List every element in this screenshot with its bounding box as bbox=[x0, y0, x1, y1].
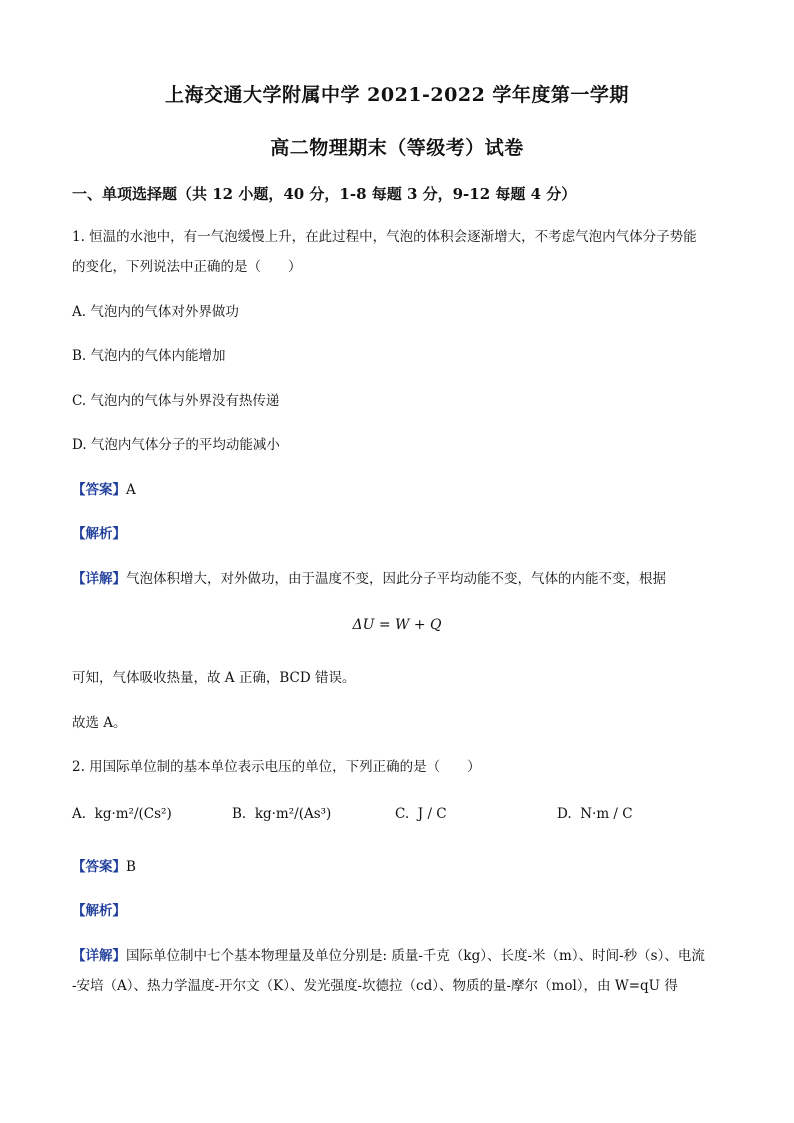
q1-stem-line2: 的变化，下列说法中正确的是（ ） bbox=[72, 259, 302, 275]
q2-option-b bbox=[232, 806, 331, 822]
q1-detail-text: 气泡体积增大，对外做功，由于温度不变，因此分子平均动能不变，气体的内能不变，根据 bbox=[126, 571, 666, 587]
q1-answer-row bbox=[72, 480, 136, 500]
q2-option-a-value: kg·m²/(Cs²) bbox=[94, 806, 172, 822]
q2-option-d-value: N·m / C bbox=[580, 806, 633, 822]
q2-detail-row bbox=[72, 946, 705, 966]
q2-option-a bbox=[72, 806, 172, 822]
q1-option-d: D. 气泡内气体分子的平均动能减小 bbox=[72, 437, 280, 453]
q2-analysis-tag: 【解析】 bbox=[72, 903, 126, 919]
q2-option-b-label: B. bbox=[232, 806, 247, 822]
q2-option-d-label: D. bbox=[557, 806, 572, 822]
q2-detail-line1: 国际单位制中七个基本物理量及单位分别是: 质量-千克（kg）、长度-米（m）、时间-秒（s）、电流 bbox=[126, 948, 705, 964]
q2-option-a-label: A. bbox=[72, 806, 87, 822]
exam-title-line1: 上海交通大学附属中学 2021-2022 学年度第一学期 bbox=[165, 84, 629, 106]
section-heading: 一、单项选择题（共 12 小题，40 分，1-8 每题 3 分，9-12 每题 4 分） bbox=[72, 185, 577, 203]
q2-detail-line2: -安培（A）、热力学温度-开尔文（K）、发光强度-坎德拉（cd）、物质的量-摩尔（mol），由 W=qU 得 bbox=[72, 978, 678, 994]
q1-analysis-row bbox=[72, 524, 126, 544]
q2-option-c-label: C. bbox=[395, 806, 410, 822]
q1-answer-tag: 【答案】 bbox=[72, 482, 126, 498]
q2-option-d bbox=[557, 806, 633, 822]
q2-answer-tag: 【答案】 bbox=[72, 859, 126, 875]
q1-stem-line1: 1. 恒温的水池中，有一气泡缓慢上升，在此过程中，气泡的体积会逐渐增大，不考虑气泡内气体分子势能 bbox=[72, 229, 697, 245]
q1-answer-value: A bbox=[126, 482, 136, 498]
q2-analysis-row bbox=[72, 901, 126, 921]
q2-option-b-value: kg·m²/(As³) bbox=[254, 806, 332, 822]
q1-option-b: B. 气泡内的气体内能增加 bbox=[72, 348, 226, 364]
q2-option-c-value: J / C bbox=[417, 806, 447, 822]
q2-option-c bbox=[395, 806, 447, 822]
q2-detail-tag: 【详解】 bbox=[72, 948, 126, 964]
q1-analysis-tag: 【解析】 bbox=[72, 526, 126, 542]
q1-option-a: A. 气泡内的气体对外界做功 bbox=[72, 304, 239, 320]
q2-answer-value: B bbox=[126, 859, 136, 875]
q1-formula: ΔU = W + Q bbox=[352, 617, 442, 633]
exam-title-line2: 高二物理期末（等级考）试卷 bbox=[270, 137, 524, 159]
q1-detail-tag: 【详解】 bbox=[72, 571, 126, 587]
q1-conclusion: 可知，气体吸收热量，故 A 正确，BCD 错误。 bbox=[72, 670, 356, 686]
q1-option-c: C. 气泡内的气体与外界没有热传递 bbox=[72, 393, 280, 409]
q2-stem: 2. 用国际单位制的基本单位表示电压的单位，下列正确的是（ ） bbox=[72, 759, 481, 775]
q1-detail-row bbox=[72, 569, 666, 589]
q2-answer-row bbox=[72, 857, 136, 877]
q1-final: 故选 A。 bbox=[72, 715, 127, 731]
